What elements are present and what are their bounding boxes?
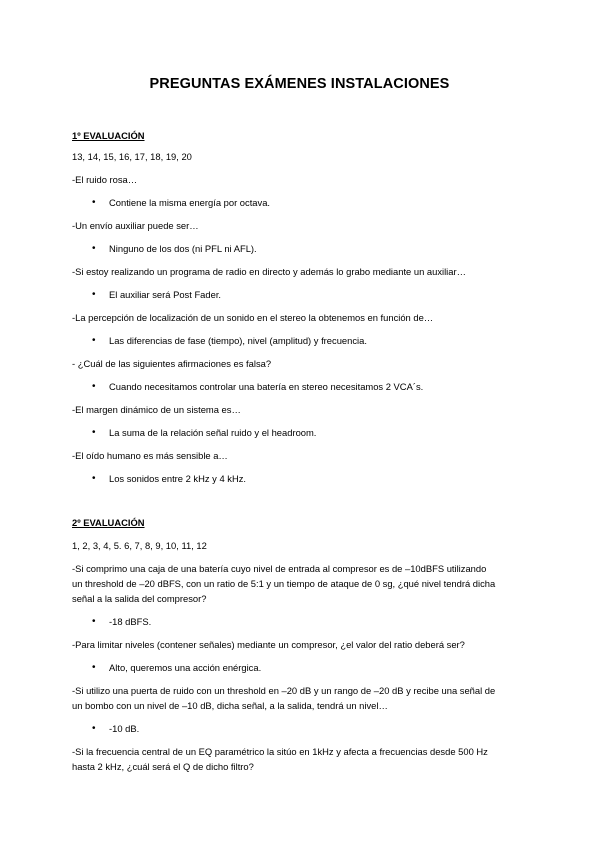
answer-text: -18 dBFS. <box>109 616 152 627</box>
question-text: -Un envío auxiliar puede ser… <box>72 220 199 231</box>
bullet-icon: • <box>92 243 96 254</box>
question-line: señal a la salida del compresor? <box>72 593 207 604</box>
question-text: -El ruido rosa… <box>72 174 138 185</box>
answer-text: La suma de la relación señal ruido y el headroom. <box>109 427 317 438</box>
bullet-icon: • <box>92 289 96 300</box>
question-text: -El margen dinámico de un sistema es… <box>72 404 241 415</box>
section-numbers-1: 13, 14, 15, 16, 17, 18, 19, 20 <box>72 151 192 162</box>
answer-text: Alto, queremos una acción enérgica. <box>109 662 262 673</box>
section-heading-2: 2º EVALUACIÓN <box>72 517 145 528</box>
answer-text: Contiene la misma energía por octava. <box>109 197 271 208</box>
question-line: -Si comprimo una caja de una batería cuyo nivel de entrada al compresor es de –10dBFS utilizando <box>72 563 487 574</box>
answer-text: Ninguno de los dos (ni PFL ni AFL). <box>109 243 257 254</box>
bullet-icon: • <box>92 335 96 346</box>
section-heading-1: 1º EVALUACIÓN <box>72 130 145 141</box>
answer-text: Los sonidos entre 2 kHz y 4 kHz. <box>109 473 247 484</box>
bullet-icon: • <box>92 662 96 673</box>
document-title: PREGUNTAS EXÁMENES INSTALACIONES <box>149 76 450 92</box>
question-line: un threshold de –20 dBFS, con un ratio de 5:1 y un tiempo de ataque de 0 sg, ¿qué nivel tendrá dicha <box>72 578 496 589</box>
bullet-icon: • <box>92 427 96 438</box>
question-text: - ¿Cuál de las siguientes afirmaciones es falsa? <box>72 358 272 369</box>
answer-text: El auxiliar será Post Fader. <box>109 289 222 300</box>
answer-text: Cuando necesitamos controlar una batería en stereo necesitamos 2 VCA´s. <box>109 381 424 392</box>
bullet-icon: • <box>92 473 96 484</box>
answer-text: -10 dB. <box>109 723 140 734</box>
section-numbers-2: 1, 2, 3, 4, 5. 6, 7, 8, 9, 10, 11, 12 <box>72 540 207 551</box>
question-text: -Si estoy realizando un programa de radio en directo y además lo grabo mediante un auxiliar… <box>72 266 466 277</box>
bullet-icon: • <box>92 723 96 734</box>
question-line: hasta 2 kHz, ¿cuál será el Q de dicho filtro? <box>72 761 254 772</box>
bullet-icon: • <box>92 197 96 208</box>
question-line: un bombo con un nivel de –10 dB, dicha señal, a la salida, tendrá un nivel… <box>72 700 388 711</box>
question-text: -La percepción de localización de un sonido en el stereo la obtenemos en función de… <box>72 312 434 323</box>
question-line: -Si utilizo una puerta de ruido con un threshold en –20 dB y un rango de –20 dB y recibe una señal de <box>72 685 496 696</box>
question-text: -El oído humano es más sensible a… <box>72 450 228 461</box>
bullet-icon: • <box>92 616 96 627</box>
bullet-icon: • <box>92 381 96 392</box>
question-line: -Para limitar niveles (contener señales) mediante un compresor, ¿el valor del ratio deberá ser? <box>72 639 465 650</box>
question-line: -Si la frecuencia central de un EQ paramétrico la sitúo en 1kHz y afecta a frecuencias desde 500 Hz <box>72 746 488 757</box>
answer-text: Las diferencias de fase (tiempo), nivel (amplitud) y frecuencia. <box>109 335 367 346</box>
